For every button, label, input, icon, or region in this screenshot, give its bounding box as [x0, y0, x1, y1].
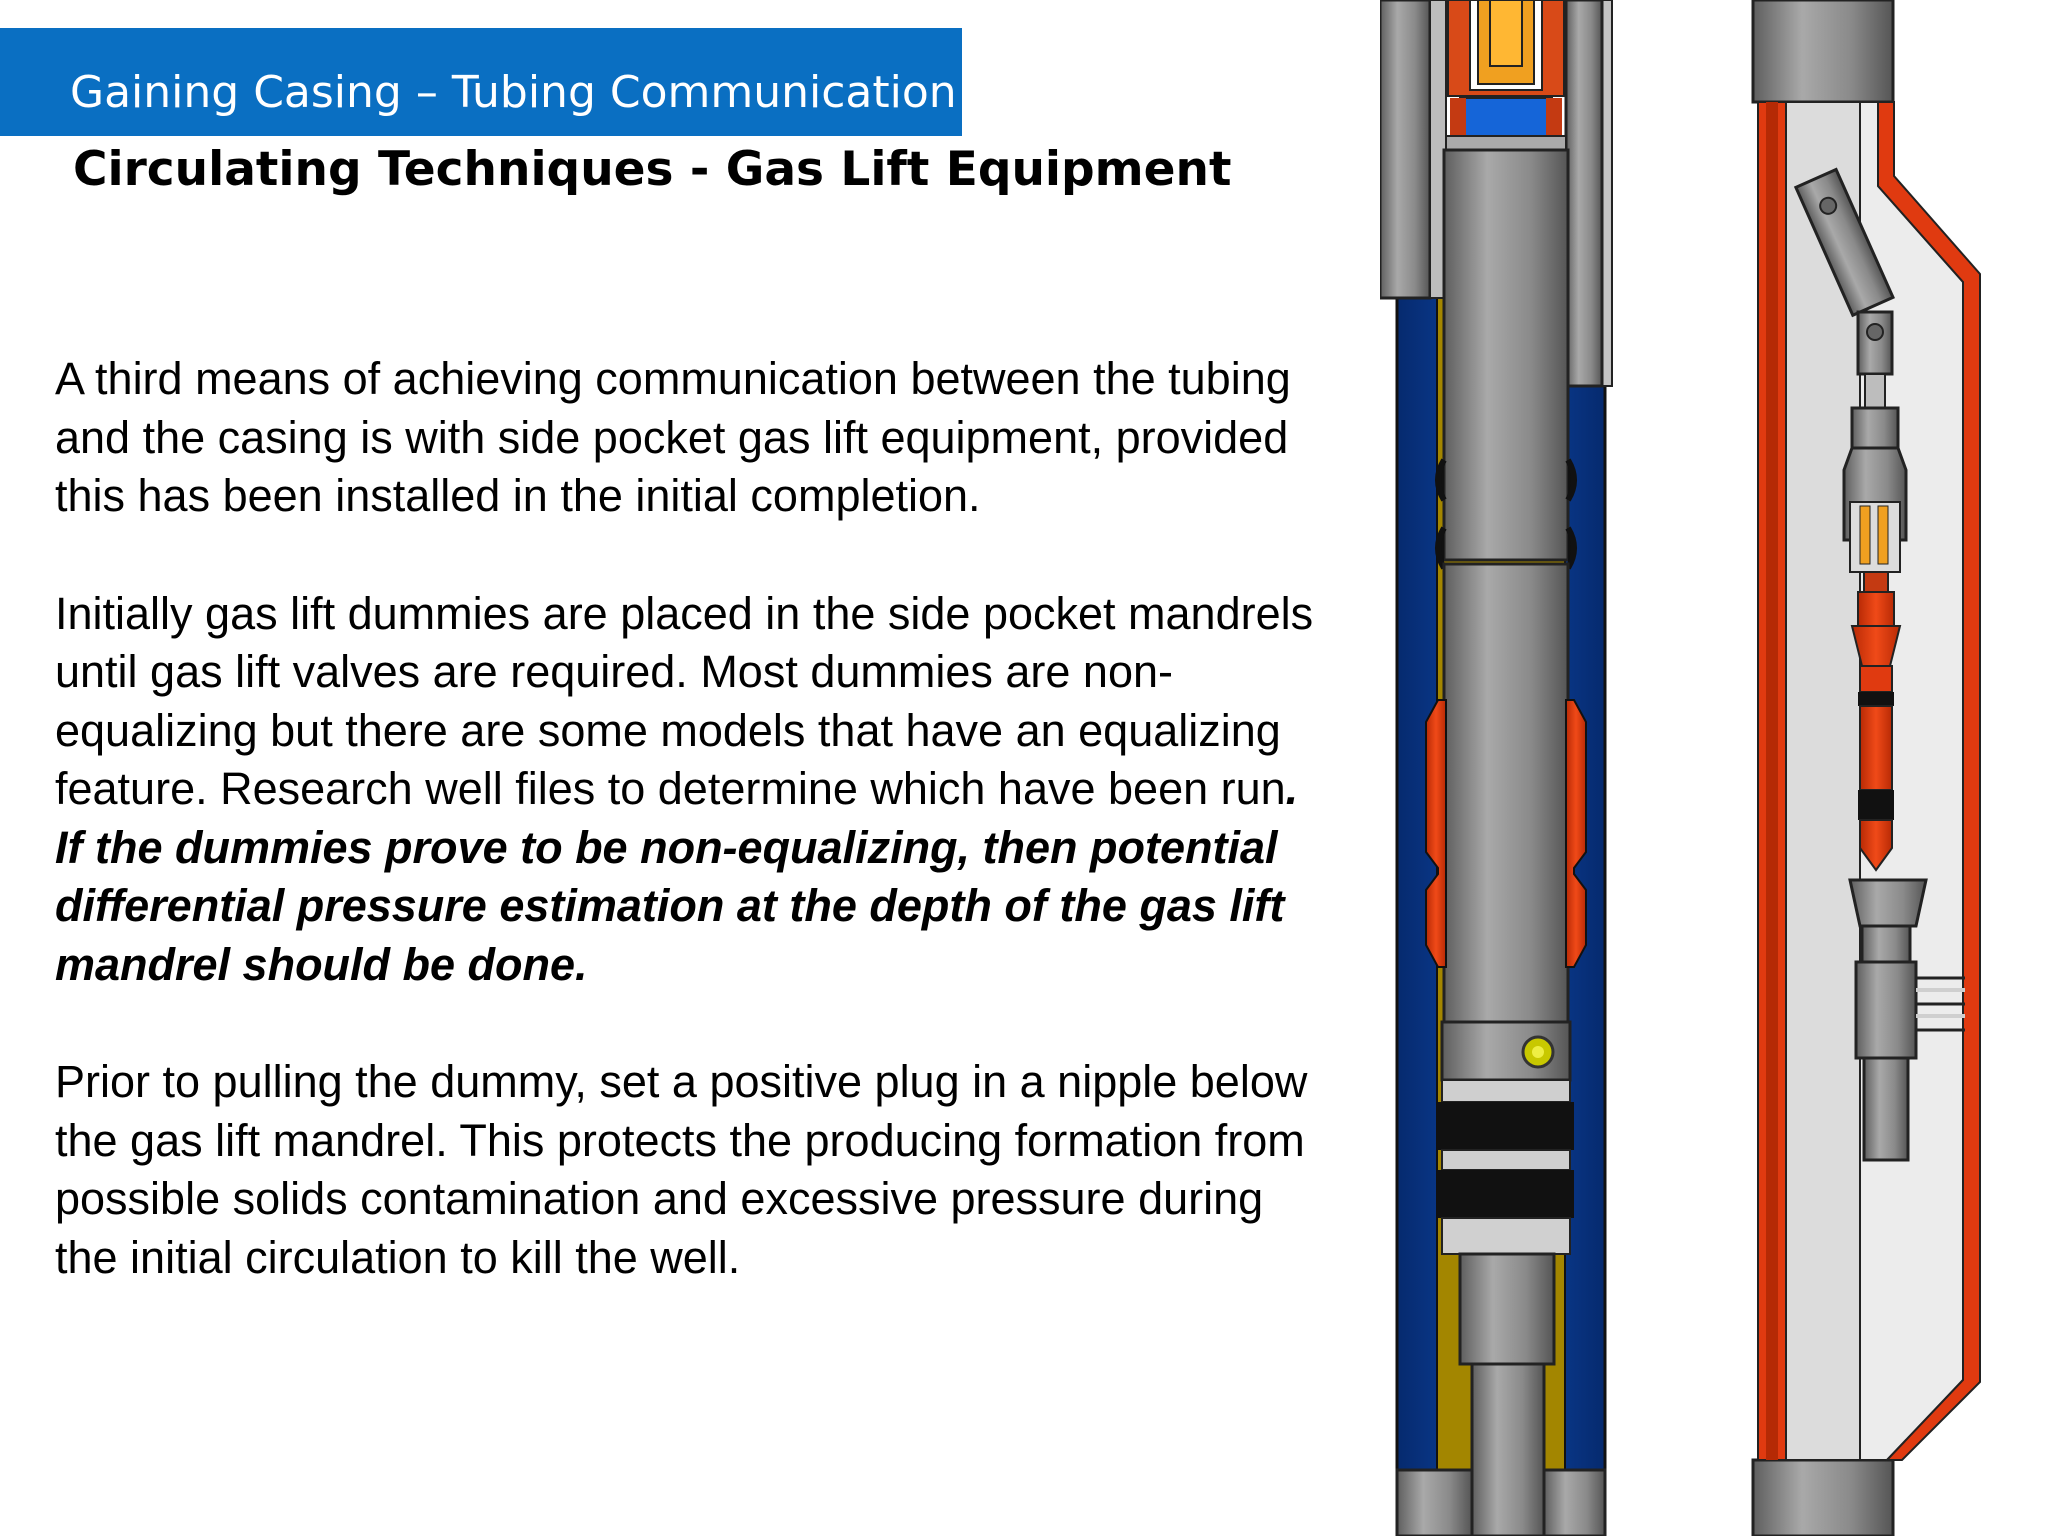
paragraph-1: A third means of achieving communication between the tubing and the casing is with side pocket gas lift equipment, provided this has been installed in the initial completion.: [55, 353, 1291, 521]
side-pocket-mandrel: [1753, 0, 1980, 1536]
page-subtitle: Circulating Techniques - Gas Lift Equipment: [73, 142, 1232, 197]
body-text: [55, 350, 1325, 1346]
paragraph-3: Prior to pulling the dummy, set a positive plug in a nipple below the gas lift mandrel. This protects the producing formation from possible solids contamination and excessive pressure during the initial circulation to kill the well.: [55, 1056, 1308, 1283]
paragraph-2: [55, 585, 1325, 995]
title-banner: [0, 28, 962, 136]
paragraph-2-emphasis: . If the dummies prove to be non-equalizing, then potential differential pressure estimation at the depth of the gas lift mandrel should be done.: [55, 763, 1299, 990]
tubing-packer-assembly: [1380, 0, 1612, 1536]
paragraph-2-text: Initially gas lift dummies are placed in the side pocket mandrels until gas lift valves are required. Most dummies are non-equalizing but there are some models that have an equalizing feature. Research well files to determine which have been run: [55, 587, 1314, 814]
gas-lift-illustration: [1380, 0, 2048, 1536]
page-title: Gaining Casing – Tubing Communication: [70, 67, 957, 118]
